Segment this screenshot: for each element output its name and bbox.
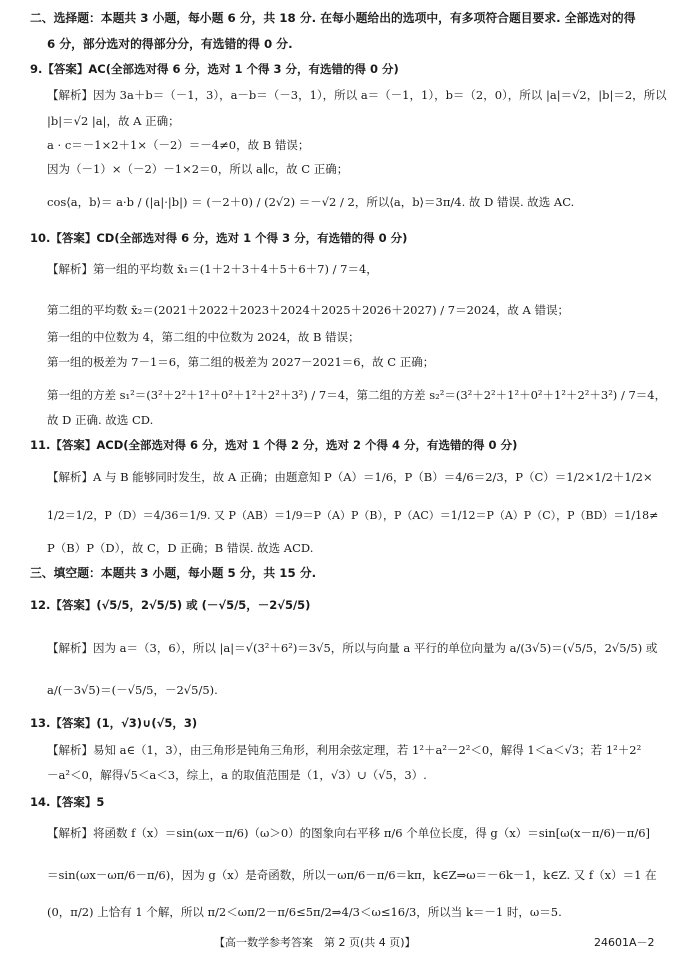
section-heading: 三、填空题：本题共 3 小题，每小题 5 分，共 15 分. [30,566,317,580]
explanation-line: ＝sin(ωx－ωπ/6－π/6)，因为 g（x）是奇函数，所以－ωπ/6－π/6＝kπ，k∈Z⇒ω＝－6k－1，k∈Z. 又 f（x）＝1 在 [47,868,657,882]
page-footer-title: 【高一数学参考答案 第 2 页(共 4 页)】 [214,936,416,949]
explanation-line: 第二组的平均数 x̄₂＝(2021＋2022＋2023＋2024＋2025＋2026＋2027) / 7＝2024，故 A 错误； [47,303,569,317]
explanation-line: 【解析】因为 a＝（3，6），所以 |a|＝√(3²＋6²)＝3√5，所以与向量 a 平行的单位向量为 a/(3√5)＝(√5/5，2√5/5) 或 [47,641,658,655]
explanation-line: 因为（－1）×（－2）－1×2＝0，所以 a∥c，故 C 正确； [47,162,349,176]
explanation-line: 1/2＝1/2，P（D）＝4/36＝1/9. 又 P（AB）＝1/9＝P（A）P（B），P（AC）＝1/12＝P（A）P（C），P（BD）＝1/18≠ [47,509,659,522]
answer-line: 12.【答案】(√5/5，2√5/5) 或 (－√5/5，－2√5/5) [30,598,311,612]
section-heading: 6 分，部分选对的得部分分，有选错的得 0 分. [47,37,293,51]
explanation-line: 【解析】A 与 B 能够同时发生，故 A 正确；由题意知 P（A）＝1/6，P（B）＝4/6＝2/3，P（C）＝1/2×1/2＋1/2× [47,470,653,484]
answer-line: 13.【答案】(1，√3)∪(√5，3) [30,716,198,730]
explanation-line: 【解析】第一组的平均数 x̄₁＝(1＋2＋3＋4＋5＋6＋7) / 7＝4， [47,262,378,276]
explanation-line: 第一组的极差为 7－1＝6，第二组的极差为 2027－2021＝6，故 C 正确； [47,355,435,369]
answer-line: 14.【答案】5 [30,795,105,809]
explanation-line: (0，π/2) 上恰有 1 个解，所以 π/2＜ωπ/2－π/6≤5π/2⇒4/3＜ω≤16/3，所以当 k＝－1 时，ω＝5. [47,905,562,919]
explanation-line: a · c＝－1×2＋1×（－2）＝－4≠0，故 B 错误； [47,138,310,152]
explanation-line: P（B）P（D），故 C，D 正确；B 错误. 故选 ACD. [47,541,314,555]
explanation-line: 【解析】易知 a∈（1，3），由三角形是钝角三角形，利用余弦定理，若 1²＋a²－2²＜0，解得 1＜a＜√3；若 1²＋2² [47,743,642,757]
explanation-line: a/(－3√5)＝(－√5/5，－2√5/5). [47,683,218,697]
explanation-line: cos⟨a，b⟩＝ a·b / (|a|·|b|) ＝ (－2＋0) / (2√2) ＝－√2 / 2，所以⟨a，b⟩＝3π/4. 故 D 错误. 故选 AC. [47,195,575,209]
explanation-line: 【解析】因为 3a＋b＝（－1，3），a－b＝（－3，1），所以 a＝（－1，1），b＝（2，0），所以 |a|＝√2，|b|＝2，所以 [47,88,667,102]
page-footer-code: 24601A－2 [594,936,655,949]
explanation-line: 第一组的中位数为 4，第二组的中位数为 2024，故 B 错误； [47,330,360,344]
answer-line: 10.【答案】CD(全部选对得 6 分，选对 1 个得 3 分，有选错的得 0 分) [30,231,408,245]
section-heading: 二、选择题：本题共 3 小题，每小题 6 分，共 18 分. 在每小题给出的选项中，有多项符合题目要求. 全部选对的得 [30,11,636,25]
explanation-line: －a²＜0，解得√5＜a＜3，综上，a 的取值范围是（1，√3）∪（√5，3）. [47,768,427,782]
answer-line: 11.【答案】ACD(全部选对得 6 分，选对 1 个得 2 分，选对 2 个得 4 分，有选错的得 0 分) [30,438,518,452]
explanation-line: 第一组的方差 s₁²＝(3²＋2²＋1²＋0²＋1²＋2²＋3²) / 7＝4，第二组的方差 s₂²＝(3²＋2²＋1²＋0²＋1²＋2²＋3²) / 7＝4， [47,388,667,402]
explanation-line: 故 D 正确. 故选 CD. [47,413,154,427]
explanation-line: |b|＝√2 |a|，故 A 正确； [47,114,180,128]
explanation-line: 【解析】将函数 f（x）＝sin(ωx－π/6)（ω＞0）的图象向右平移 π/6 个单位长度，得 g（x）＝sin[ω(x－π/6)－π/6] [47,826,651,840]
answer-line: 9.【答案】AC(全部选对得 6 分，选对 1 个得 3 分，有选错的得 0 分) [30,62,399,76]
